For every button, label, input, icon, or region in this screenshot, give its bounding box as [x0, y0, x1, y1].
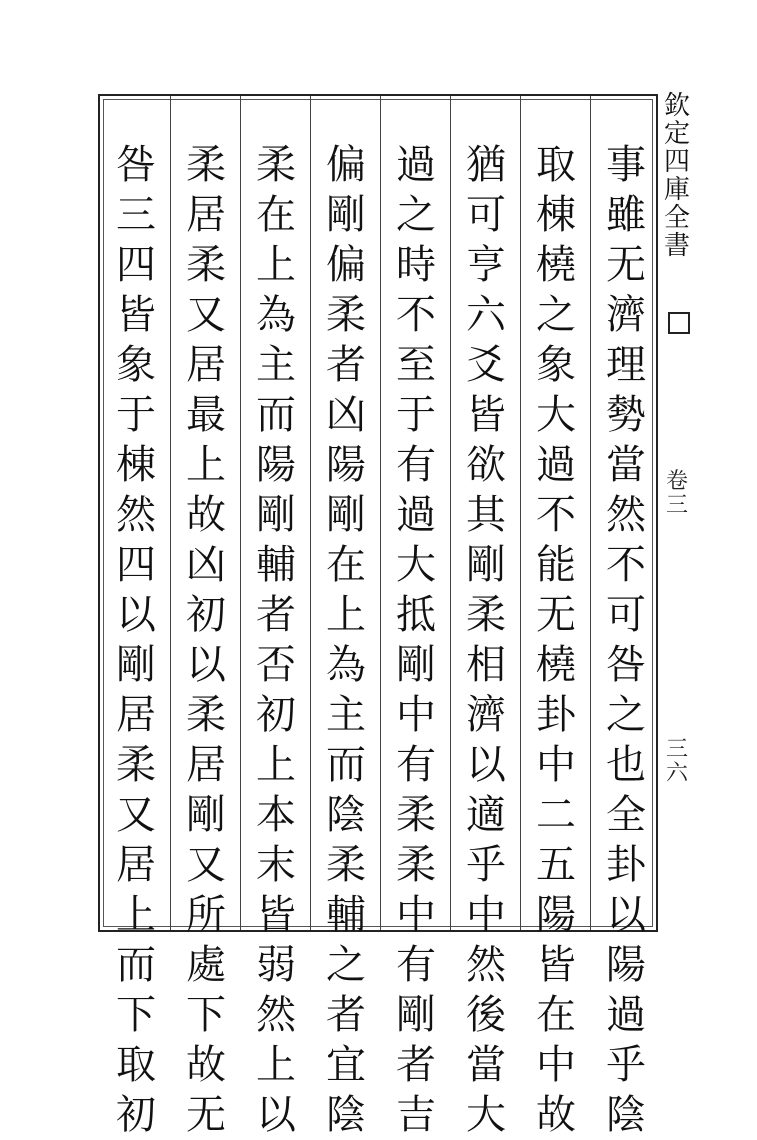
text-column-3: 猶可亨六爻皆欲其剛柔相濟以適乎中然後當大: [466, 142, 506, 1138]
column-divider: [450, 96, 451, 930]
column-divider: [590, 96, 591, 930]
fish-tail-mark: [668, 312, 690, 334]
column-divider: [170, 96, 171, 930]
margin-title: [662, 92, 692, 260]
text-column-4: 過之時不至于有過大抵剛中有柔柔中有剛者吉: [396, 142, 436, 1138]
text-column-7: 柔居柔又居最上故凶初以柔居剛又所處下故无: [186, 142, 226, 1138]
column-divider: [380, 96, 381, 930]
text-column-8: 咎三四皆象于棟然四以剛居柔又居上而下取初: [116, 142, 156, 1138]
book-title: 欽定四庫全書: [663, 91, 690, 261]
column-divider: [520, 96, 521, 930]
page-number: 三六: [665, 737, 688, 786]
text-column-6: 柔在上為主而陽剛輔者否初上本末皆弱然上以: [256, 142, 296, 1138]
column-divider: [310, 96, 311, 930]
volume-label: 卷三: [665, 469, 688, 518]
text-column-2: 取棟橈之象大過不能无橈卦中二五陽皆在中故: [536, 142, 576, 1138]
page-frame: [98, 94, 658, 1138]
text-column-1: 事雖无濟理勢當然不可咎之也全卦以陽過乎陰: [606, 142, 646, 1138]
column-divider: [240, 96, 241, 930]
text-column-5: 偏剛偏柔者凶陽剛在上為主而陰柔輔之者宜陰: [326, 142, 366, 1138]
